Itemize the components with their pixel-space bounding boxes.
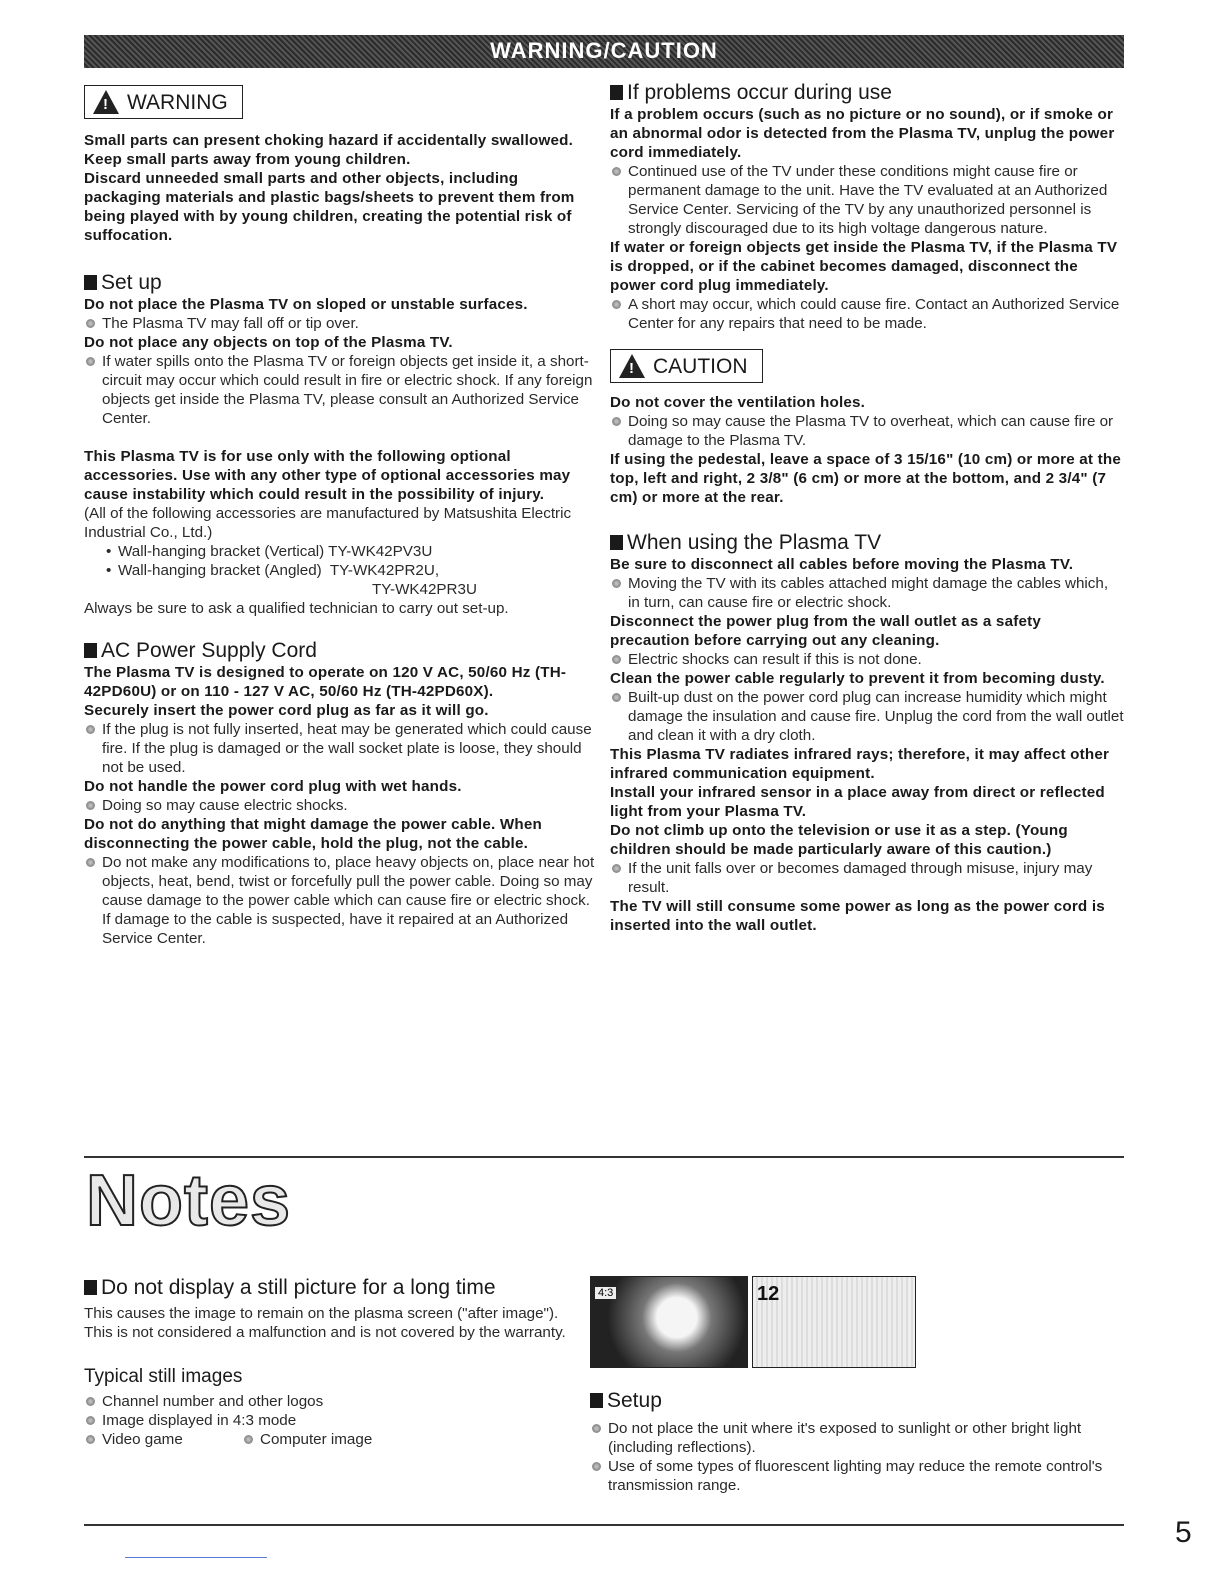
left-column <box>84 85 596 948</box>
image-label-channel: 12 <box>757 1283 780 1305</box>
accessories-note: (All of the following accessories are manufactured by Matsushita Electric Industrial Co., Ltd.) <box>84 505 572 541</box>
page-number: 5 <box>1175 1516 1192 1549</box>
using-bold-3: Clean the power cable regularly to prevent it from becoming dusty. <box>610 670 1105 687</box>
using-note-1: Moving the TV with its cables attached might damage the cables which, in turn, can cause fire or electric shock. <box>610 574 1124 612</box>
using-note-3: Built-up dust on the power cord plug can increase humidity which might damage the insulation and cause fire. Unplug the cord from the wall outlet and clean it with a dry cloth. <box>610 688 1124 745</box>
setup-note-2: If water spills onto the Plasma TV or foreign objects get inside it, a short-circuit may occur which could result in fire or electric shock. If any foreign objects get inside the Plasma TV, please consult an Authorized Service Center. <box>84 352 596 428</box>
warning-triangle-icon <box>93 90 119 114</box>
setup-note-1: The Plasma TV may fall off or tip over. <box>84 314 596 333</box>
square-bullet-icon <box>84 643 97 658</box>
notes-title: Notes <box>86 1161 292 1241</box>
setup-notes-item-2: Use of some types of fluorescent lighting may reduce the remote control's transmission range. <box>590 1457 1124 1495</box>
bottom-rule <box>84 1524 1124 1526</box>
problems-note-2: A short may occur, which could cause fire. Contact an Authorized Service Center for any repairs that need to be made. <box>610 295 1124 333</box>
right-column <box>610 81 1124 935</box>
setup-notes-heading: Setup <box>590 1389 1124 1413</box>
notes-left <box>84 1276 574 1449</box>
ac-bold-3: Do not handle the power cord plug with wet hands. <box>84 778 462 795</box>
setup-notes-item-1: Do not place the unit where it's exposed to sunlight or other bright light (including reflections). <box>590 1419 1124 1457</box>
still-image-example-4-3 <box>590 1276 748 1368</box>
warning-box <box>84 85 243 119</box>
still-picture-text: This causes the image to remain on the plasma screen ("after image"). This is not considered a malfunction and is not covered by the warranty. <box>84 1305 566 1341</box>
warning-text-1: Small parts can present choking hazard if accidentally swallowed. <box>84 132 574 149</box>
notes-top-rule <box>84 1156 1124 1158</box>
warning-label: WARNING <box>127 90 228 114</box>
using-bold-2: Disconnect the power plug from the wall outlet as a safety precaution before carrying out any cleaning. <box>610 613 1042 649</box>
using-bold-1: Be sure to disconnect all cables before moving the Plasma TV. <box>610 556 1074 573</box>
caution-label: CAUTION <box>653 354 748 378</box>
accessories-end: Always be sure to ask a qualified technician to carry out set-up. <box>84 600 509 617</box>
setup-bold-1: Do not place the Plasma TV on sloped or unstable surfaces. <box>84 296 528 313</box>
using-heading: When using the Plasma TV <box>610 531 1124 555</box>
ac-note-1: If the plug is not fully inserted, heat may be generated which could cause fire. If the plug is damaged or the wall socket plate is loose, they should not be used. <box>84 720 596 777</box>
setup-bold-2: Do not place any objects on top of the Plasma TV. <box>84 334 453 351</box>
using-bold-5: Install your infrared sensor in a place away from direct or reflected light from your Plasma TV. <box>610 784 1105 820</box>
square-bullet-icon <box>84 1280 97 1295</box>
using-bold-6: Do not climb up onto the television or use it as a step. (Young children should be made particularly aware of this caution.) <box>610 822 1068 858</box>
warning-caution-banner <box>84 35 1124 68</box>
typical-item-4: Computer image <box>242 1430 372 1449</box>
problems-bold-1: If a problem occurs (such as no picture or no sound), or if smoke or an abnormal odor is detected from the Plasma TV, unplug the power cord immediately. <box>610 106 1115 161</box>
ac-bold-4: Do not do anything that might damage the power cable. When disconnecting the power cable, hold the plug, not the cable. <box>84 816 542 852</box>
ac-note-3: Do not make any modifications to, place heavy objects on, place near hot objects, heat, bend, twist or forcefully pull the power cable. Doing so may cause damage to the power cable which can cause fire or electric shock. If damage to the cable is suspected, have it repaired at an Authorized Service Center. <box>84 853 596 948</box>
square-bullet-icon <box>590 1393 603 1408</box>
accessories-bold: This Plasma TV is for use only with the following optional accessories. Use with any other type of optional accessories may cause instability which could result in the possibility of injury. <box>84 448 571 503</box>
accessory-item-2: • Wall-hanging bracket (Angled) TY-WK42PR2U, <box>84 561 596 580</box>
square-bullet-icon <box>84 275 97 290</box>
using-bold-4: This Plasma TV radiates infrared rays; therefore, it may affect other infrared communication equipment. <box>610 746 1110 782</box>
typical-still-heading: Typical still images <box>84 1366 243 1387</box>
decorative-line <box>125 1557 267 1558</box>
problems-heading: If problems occur during use <box>610 81 1124 105</box>
caution-triangle-icon <box>619 354 645 378</box>
caution-note-1: Doing so may cause the Plasma TV to overheat, which can cause fire or damage to the Plasma TV. <box>610 412 1124 450</box>
typical-item-3: Video game <box>84 1430 242 1449</box>
ac-note-2: Doing so may cause electric shocks. <box>84 796 596 815</box>
caution-bold-1: Do not cover the ventilation holes. <box>610 394 866 411</box>
problems-note-1: Continued use of the TV under these conditions might cause fire or permanent damage to the unit. Have the TV evaluated at an Authorized Service Center. Servicing of the TV by any unauthorized personnel is strongly discouraged due to its high voltage dangerous nature. <box>610 162 1124 238</box>
caution-box <box>610 349 763 383</box>
accessory-item-1: • Wall-hanging bracket (Vertical) TY-WK42PV3U <box>84 542 596 561</box>
using-note-4: If the unit falls over or becomes damaged through misuse, injury may result. <box>610 859 1124 897</box>
square-bullet-icon <box>610 85 623 100</box>
warning-text-3: Discard unneeded small parts and other objects, including packaging materials and plastic bags/sheets to prevent them from being played with by young children, creating the potential risk of suffocation. <box>84 170 575 244</box>
notes-right <box>590 1389 1124 1495</box>
using-bold-7: The TV will still consume some power as long as the power cord is inserted into the wall outlet. <box>610 898 1105 934</box>
caution-bold-2: If using the pedestal, leave a space of 3 15/16" (10 cm) or more at the top, left and right, 2 3/8" (6 cm) or more at the bottom, and 2 3/4" (7 cm) or more at the rear. <box>610 451 1121 506</box>
square-bullet-icon <box>610 535 623 550</box>
banner-title: WARNING/CAUTION <box>490 38 718 63</box>
image-label-4-3: 4:3 <box>595 1287 616 1299</box>
warning-text-2: Keep small parts away from young children. <box>84 151 411 168</box>
typical-item-2: Image displayed in 4:3 mode <box>84 1411 574 1430</box>
problems-bold-2: If water or foreign objects get inside the Plasma TV, if the Plasma TV is dropped, or if the cabinet becomes damaged, disconnect the power cord plug immediately. <box>610 239 1118 294</box>
ac-bold-1: The Plasma TV is designed to operate on 120 V AC, 50/60 Hz (TH-42PD60U) or on 110 - 127 V AC, 50/60 Hz (TH-42PD60X). <box>84 664 567 700</box>
accessory-item-2b: TY-WK42PR3U <box>372 581 477 598</box>
still-image-example-channel <box>752 1276 916 1368</box>
still-picture-heading: Do not display a still picture for a long time <box>84 1276 574 1300</box>
typical-item-1: Channel number and other logos <box>84 1392 574 1411</box>
using-note-2: Electric shocks can result if this is not done. <box>610 650 1124 669</box>
ac-power-heading: AC Power Supply Cord <box>84 639 596 663</box>
setup-heading: Set up <box>84 271 596 295</box>
ac-bold-2: Securely insert the power cord plug as far as it will go. <box>84 702 489 719</box>
